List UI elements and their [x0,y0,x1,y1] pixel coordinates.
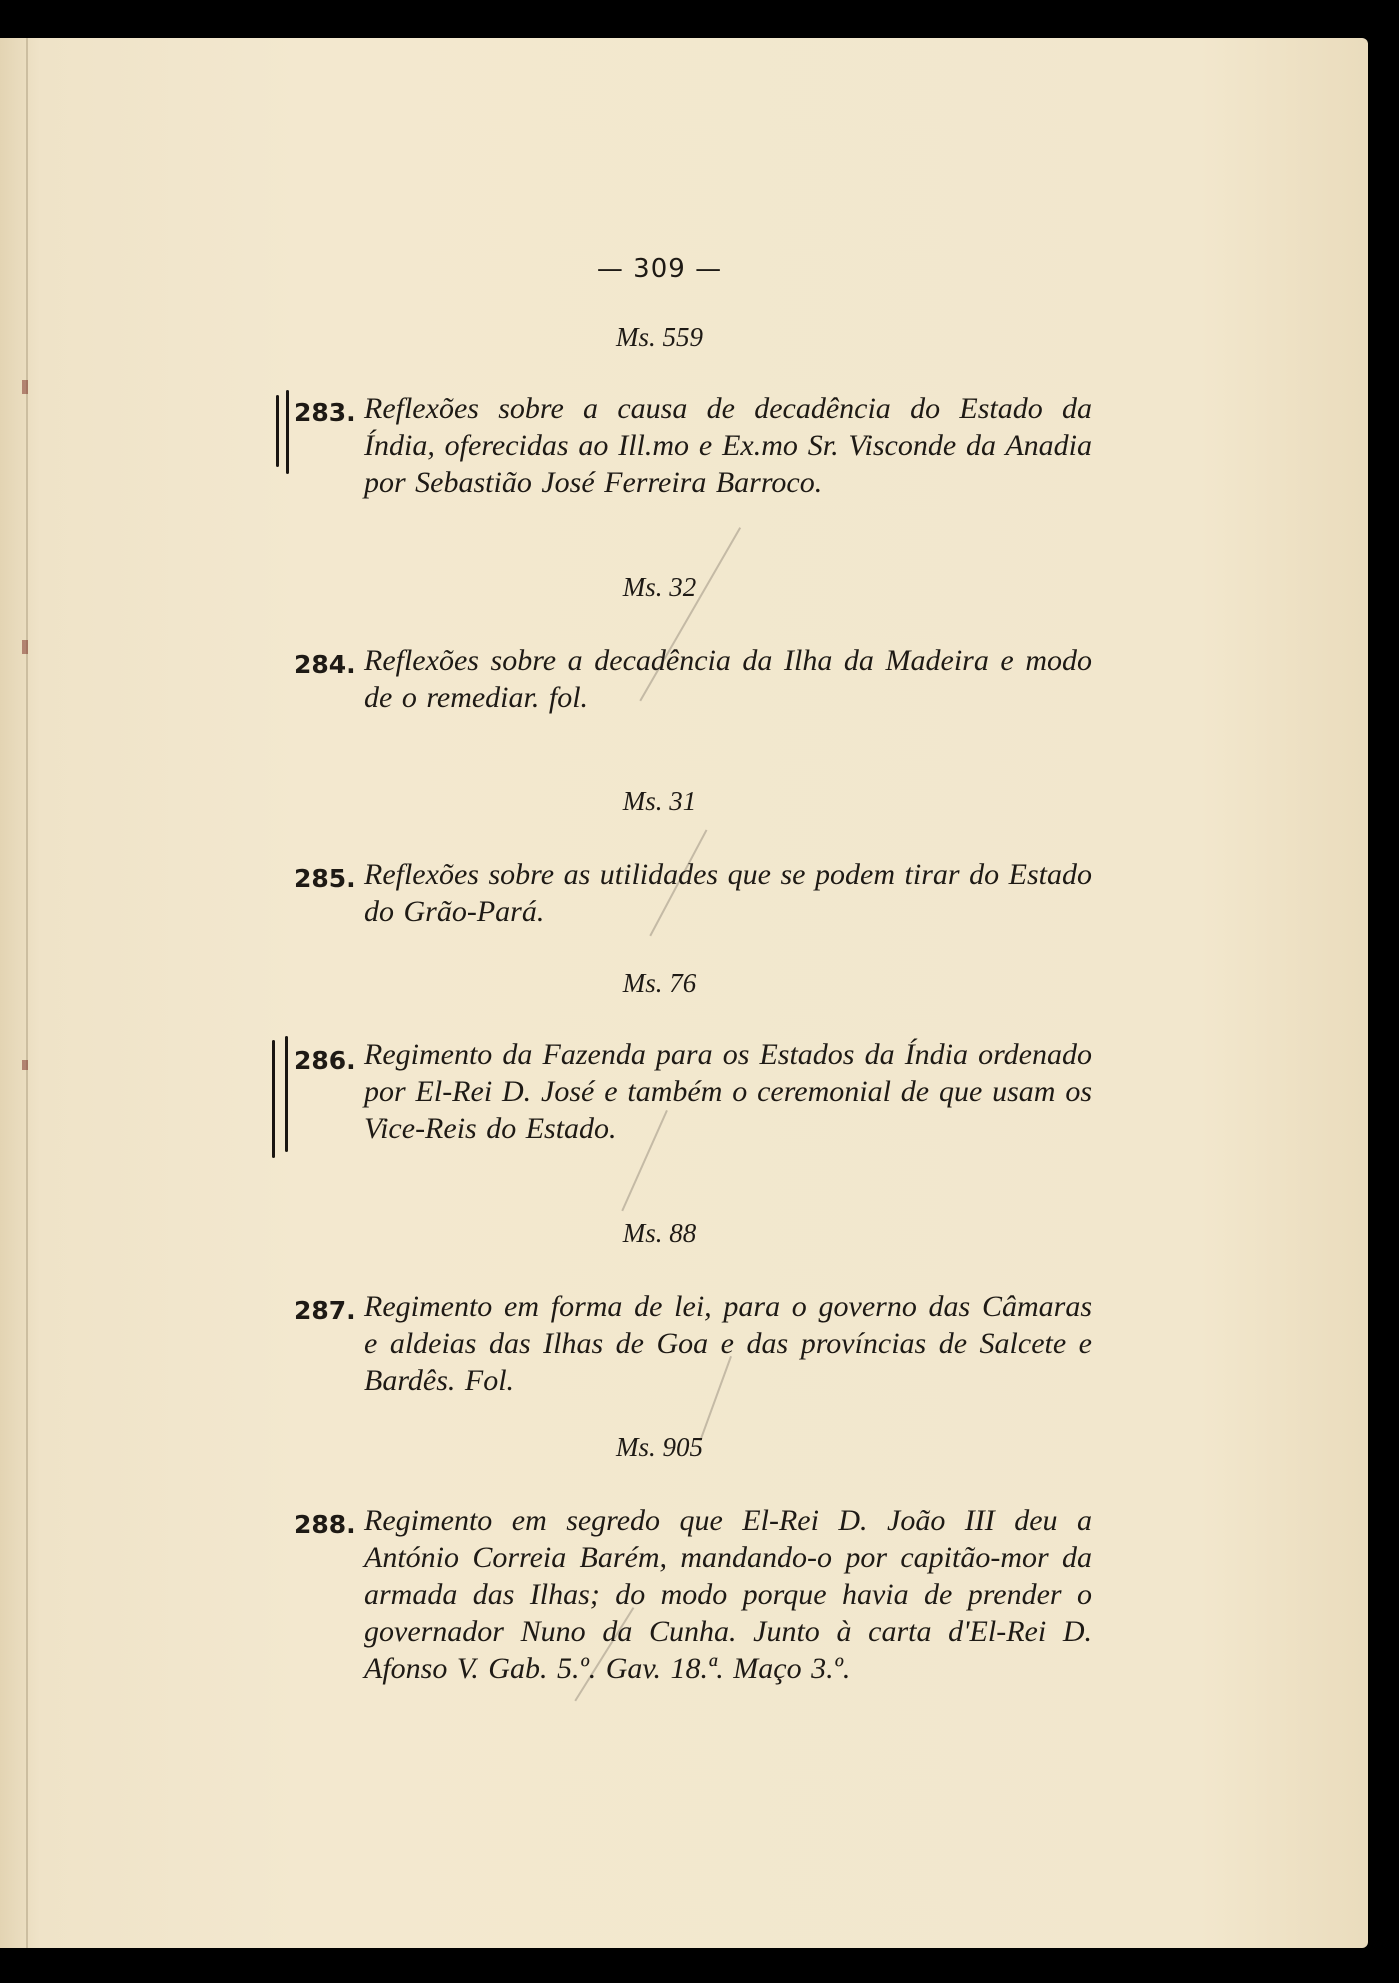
entry-description: Regimento em segredo que El-Rei D. João III deu a António Correia Barém, mandando-o por capitão-mor da armada das Ilhas; do modo porque havia de prender o governador Nuno da Cunha. Junto à carta d'El-Rei D. Afonso V. Gab. 5.º. Gav. 18.ª. Maço 3.º. [364,1504,1092,1685]
entry-number: 287. [294,1296,356,1325]
entry-description: Regimento em forma de lei, para o governo das Câmaras e aldeias das Ilhas de Goa e das províncias de Salcete e Bardês. Fol. [364,1290,1092,1397]
manuscript-reference: Ms. 76 [622,968,697,998]
manuscript-reference: Ms. 905 [616,1432,703,1462]
handwritten-margin-mark [272,1040,275,1158]
manuscript-reference: Ms. 31 [622,786,697,816]
manuscript-reference: Ms. 32 [622,572,697,602]
binding-stain [22,1060,28,1070]
binding-stain [22,640,28,654]
entry-description: Reflexões sobre as utilidades que se podem tirar do Estado do Grão-Pará. [364,858,1092,928]
entry-number: 285. [294,864,356,893]
entry-number: 284. [294,650,356,679]
manuscript-reference: Ms. 559 [616,322,703,352]
handwritten-margin-mark [285,1036,288,1152]
entry-number: 286. [294,1046,356,1075]
entry-description: Reflexões sobre a decadência da Ilha da Madeira e modo de o remediar. fol. [364,644,1092,714]
handwritten-margin-mark [286,390,289,474]
binding-stain [22,380,28,394]
handwritten-margin-mark [276,395,279,467]
entry-number: 288. [294,1510,356,1539]
manuscript-reference: Ms. 88 [622,1218,697,1248]
entry-description: Regimento da Fazenda para os Estados da Índia ordenado por El-Rei D. José e também o ceremonial de que usam os Vice-Reis do Estado. [364,1038,1092,1145]
entry-number: 283. [294,398,356,427]
page-number: — 309 — [596,254,723,284]
entry-description: Reflexões sobre a causa de decadência do Estado da Índia, oferecidas ao Ill.mo e Ex.mo Sr. Visconde da Anadia por Sebastião José Ferreira Barroco. [364,392,1092,499]
